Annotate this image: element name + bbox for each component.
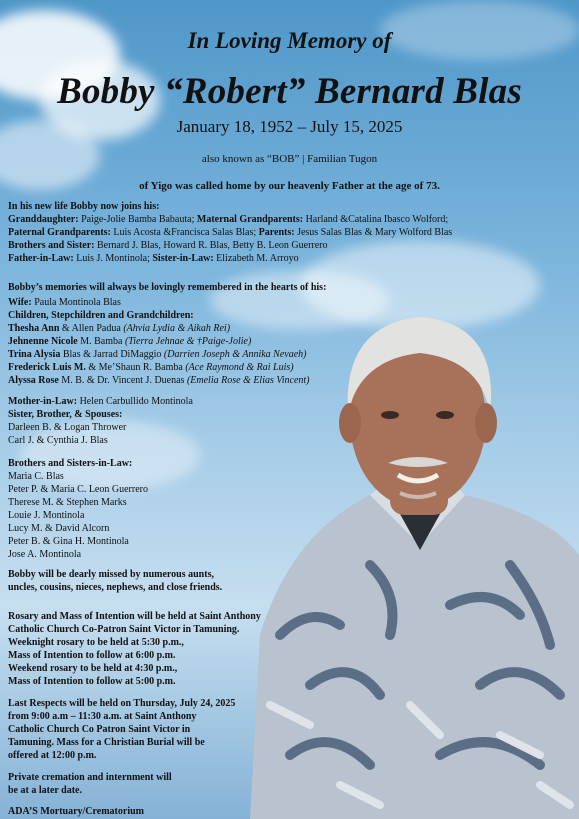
inlaw-item: Jose A. Montinola — [8, 549, 82, 560]
siblings-line: Brothers and Sister: Bernard J. Blas, Howard R. Blas, Betty B. Leon Guerrero — [8, 240, 328, 251]
inlaw-item: Therese M. & Stephen Marks — [8, 497, 127, 508]
inlaw-item: Maria C. Blas — [8, 471, 64, 482]
rosary-line: Mass of Intention to follow at 5:00 p.m. — [8, 676, 176, 687]
inlaw-line: Father-in-Law: Luis J. Montinola; Sister-in-Law: Elizabeth M. Arroyo — [8, 253, 299, 264]
private-cremation-line: Private cremation and internment will — [8, 772, 172, 783]
life-dates: January 18, 1952 – July 15, 2025 — [176, 117, 403, 136]
rosary-line: Rosary and Mass of Intention will be held at Saint Anthony — [8, 611, 261, 622]
last-respects-line: Tamuning. Mass for a Christian Burial will be — [8, 737, 205, 748]
rosary-line: Weeknight rosary to be held at 5:30 p.m., — [8, 637, 184, 648]
memory-heading: In Loving Memory of — [187, 28, 392, 53]
child-line: Frederick Luis M. & Me’Shaun R. Bamba (Ace Raymond & Rai Luis) — [8, 362, 294, 373]
last-respects-line: Catholic Church Co Patron Saint Victor in — [8, 724, 191, 735]
rosary-line: Weekend rosary to be held at 4:30 p.m., — [8, 663, 178, 674]
rosary-line: Mass of Intention to follow at 6:00 p.m. — [8, 650, 176, 661]
spouses-heading: Sister, Brother, & Spouses: — [8, 409, 123, 420]
new-life-heading: In his new life Bobby now joins his: — [8, 201, 160, 212]
inlaw-item: Peter B. & Gina H. Montinola — [8, 536, 129, 547]
mother-in-law-line: Mother-in-Law: Helen Carbullido Montinola — [8, 396, 193, 407]
aka-line: also known as “BOB” | Familian Tugon — [201, 153, 378, 165]
child-line: Trina Alysia Blas & Jarrad DiMaggio (Darrien Joseph & Annika Nevaeh) — [8, 349, 307, 360]
inlaw-item: Lucy M. & David Alcorn — [8, 523, 110, 534]
children-heading: Children, Stepchildren and Grandchildren: — [8, 310, 194, 321]
missed-line: uncles, cousins, nieces, nephews, and close friends. — [8, 582, 223, 593]
mortuary-name: ADA’S Mortuary/Crematorium — [8, 806, 144, 817]
last-respects-line: Last Respects will be held on Thursday, July 24, 2025 — [8, 698, 236, 709]
spouse-line: Carl J. & Cynthia J. Blas — [8, 435, 108, 446]
wife-line: Wife: Paula Montinola Blas — [8, 297, 121, 308]
missed-line: Bobby will be dearly missed by numerous aunts, — [8, 569, 214, 580]
child-line: Jehnenne Nicole M. Bamba (Tierra Jehnae & †Paige-Jolie) — [8, 336, 252, 347]
inlaw-item: Louie J. Montinola — [8, 510, 85, 521]
called-home-line: of Yigo was called home by our heavenly Father at the age of 73. — [139, 180, 440, 192]
paternal-line: Paternal Grandparents: Luis Acosta &Francisca Salas Blas; Parents: Jesus Salas Blas & Mary Wolford Blas — [8, 227, 453, 238]
inlaw-item: Peter P. & Maria C. Leon Guerrero — [8, 484, 148, 495]
last-respects-line: from 9:00 a.m – 11:30 a.m. at Saint Anthony — [8, 711, 197, 722]
remembered-heading: Bobby’s memories will always be lovingly remembered in the hearts of his: — [8, 282, 327, 293]
inlaws-heading: Brothers and Sisters-in-Law: — [8, 458, 133, 469]
last-respects-line: offered at 12:00 p.m. — [8, 750, 97, 761]
child-line: Thesha Ann & Allen Padua (Ahvia Lydia & Aikah Rei) — [8, 323, 231, 334]
granddaughter-line: Granddaughter: Paige-Jolie Bamba Babauta; Maternal Grandparents: Harland &Catalina Ibasco Wolford; — [8, 214, 449, 225]
rosary-line: Catholic Church Co-Patron Saint Victor in Tamuning. — [8, 624, 240, 635]
child-line: Alyssa Rose M. B. & Dr. Vincent J. Duenas (Emelia Rose & Elias Vincent) — [8, 375, 310, 386]
private-cremation-line: be at a later date. — [8, 785, 82, 796]
spouse-line: Darleen B. & Logan Thrower — [8, 422, 127, 433]
deceased-name: Bobby “Robert” Bernard Blas — [57, 71, 522, 112]
